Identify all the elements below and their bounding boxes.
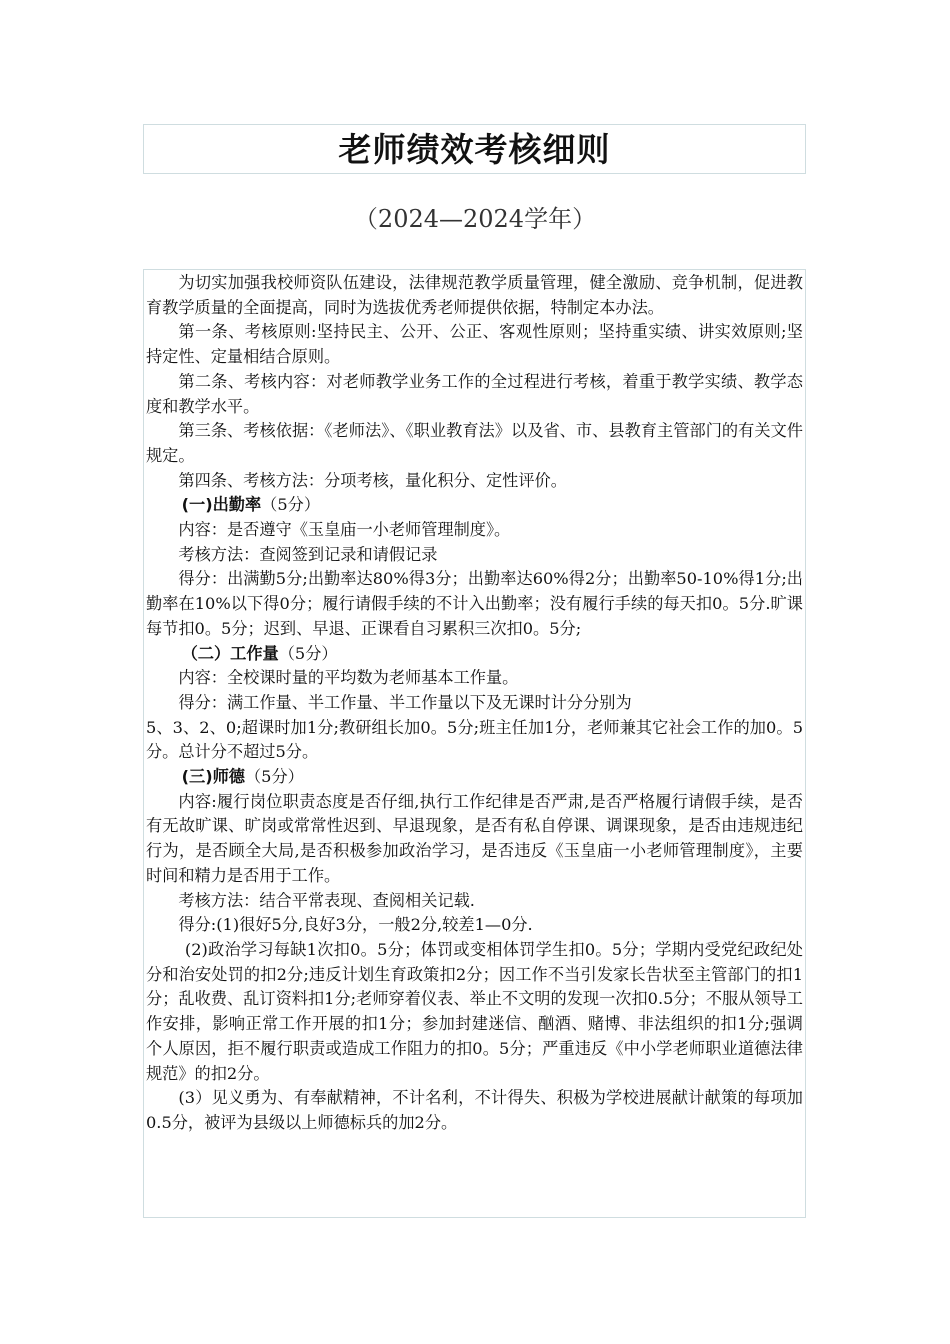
section-1-score: （5分）	[261, 495, 321, 515]
article-2-content: 第二条、考核内容：对老师教学业务工作的全过程进行考核，着重于教学实绩、教学态度和教学水平。	[146, 371, 803, 416]
section-3-scoring-3: (3）见义勇为、有奉献精神，不计名利，不计得失、积极为学校进展献计献策的每项加0.5分，被评为县级以上师德标兵的加2分。	[146, 1088, 803, 1132]
document-subtitle: （2024—2024学年）	[353, 205, 597, 233]
section-1-scoring: 得分：出满勤5分;出勤率达80%得3分；出勤率达60%得2分；出勤率50-10%得1分;出勤率在10%以下得0分；履行请假手续的不计入出勤率；没有履行手续的每天扣0。5分.旷课每节扣0。5分；迟到、早退、正课看自习累积三次扣0。5分;	[146, 569, 803, 638]
section-1-heading	[146, 493, 803, 518]
section-2-heading	[146, 642, 803, 667]
document-title: 老师绩效考核细则	[338, 129, 611, 169]
section-2-scoring: 得分：满工作量、半工作量、半工作量以下及无课时计分分别为	[178, 692, 632, 712]
article-1-principles: 第一条、考核原则:坚持民主、公开、公正、客观性原则；坚持重实绩、讲实效原则;坚持定性、定量相结合原则。	[146, 322, 803, 367]
document-body	[143, 269, 806, 1218]
section-1-title: (一)出勤率	[181, 495, 262, 515]
section-3-heading	[146, 765, 803, 790]
intro-paragraph: 为切实加强我校师资队伍建设，法律规范教学质量管理，健全激励、竞争机制，促进教育教学质量的全面提高，同时为选拔优秀老师提供依据，特制定本办法。	[146, 273, 803, 317]
section-1-method: 考核方法：查阅签到记录和请假记录	[178, 544, 438, 564]
section-3-method: 考核方法：结合平常表现、查阅相关记载.	[178, 890, 475, 910]
section-3-scoring-1: 得分:(1)很好5分,良好3分，一般2分,较差1—0分.	[178, 915, 533, 935]
section-2-score: （5分）	[278, 643, 338, 663]
article-3-basis: 第三条、考核依据：《老师法》、《职业教育法》以及省、市、县教育主管部门的有关文件规定。	[146, 421, 803, 465]
section-2-title: （二）工作量	[181, 643, 279, 663]
section-3-title: (三)师德	[181, 767, 245, 787]
section-1-content: 内容：是否遵守《玉皇庙一小老师管理制度》。	[178, 520, 511, 540]
section-2-scoring-detail: 5、3、2、0;超课时加1分;教研组长加0。5分;班主任加1分，老师兼其它社会工作的加0。5分。总计分不超过5分。	[146, 717, 803, 762]
section-3-scoring-2: (2)政治学习每缺1次扣0。5分；体罚或变相体罚学生扣0。5分；学期内受党纪政纪处分和治安处罚的扣2分;违反计划生育政策扣2分；因工作不当引发家长告状至主管部门的扣1分；乱收费、乱订资料扣1分;老师穿着仪表、举止不文明的发现一次扣0.5分；不服从领导工作安排，影响正常工作开展的扣1分；参加封建迷信、酗酒、赌博、非法组织的扣1分;强调个人原因，拒不履行职责或造成工作阻力的扣0。5分；严重违反《中小学老师职业道德法律规范》的扣2分。	[146, 939, 803, 1083]
section-3-score: （5分）	[244, 767, 304, 787]
title-box	[143, 124, 806, 174]
section-2-content: 内容：全校课时量的平均数为老师基本工作量。	[178, 668, 519, 688]
section-3-content: 内容:履行岗位职责态度是否仔细,执行工作纪律是否严肃,是否严格履行请假手续，是否有无故旷课、旷岗或常常性迟到、早退现象，是否有私自停课、调课现象，是否由违规违纪行为，是否顾全大局,是否积极参加政治学习，是否违反《玉皇庙一小老师管理制度》，主要时间和精力是否用于工作。	[146, 791, 803, 885]
article-4-method: 第四条、考核方法：分项考核，量化积分、定性评价。	[178, 470, 567, 490]
